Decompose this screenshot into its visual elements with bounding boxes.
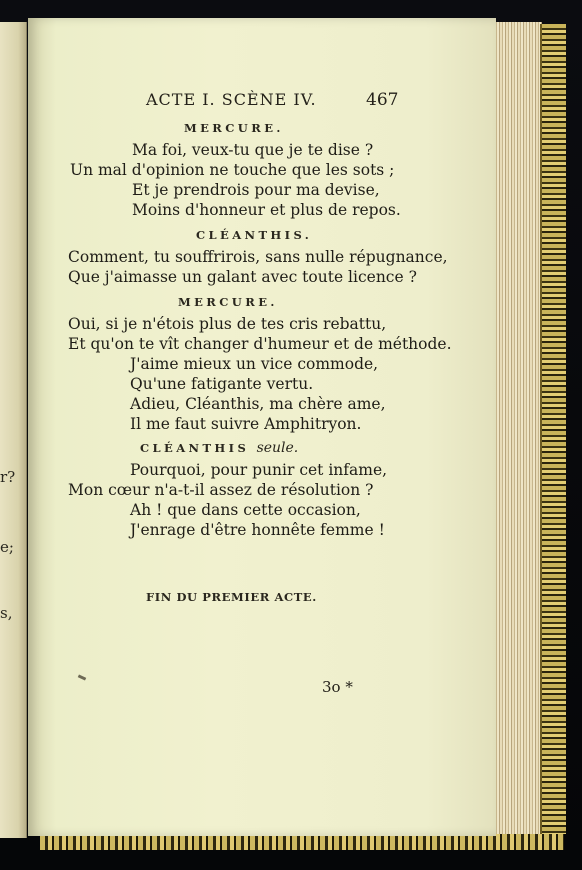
verse-line: Que j'aimasse un galant avec toute licence ? (68, 268, 417, 286)
stage-direction: seule. (256, 440, 299, 456)
verse-line: Qu'une fatigante vertu. (130, 375, 314, 393)
verse-line: Un mal d'opinion ne touche que les sots ; (70, 161, 395, 179)
gilt-bottom-edge (40, 834, 564, 850)
verse-line: Pourquoi, pour punir cet infame, (130, 461, 388, 479)
page-block-edges (494, 22, 542, 834)
signature-mark: 3o * (322, 678, 353, 696)
verse-line: J'enrage d'être honnête femme ! (130, 521, 385, 539)
page-number: 467 (366, 90, 399, 110)
left-page-edge (0, 22, 27, 838)
gilt-spine-edge (540, 24, 566, 834)
verse-line: J'aime mieux un vice commode, (130, 355, 379, 373)
end-of-act-note: FIN DU PREMIER ACTE. (146, 590, 317, 604)
verse-line: Mon cœur n'a-t-il assez de résolution ? (68, 481, 374, 499)
verse-line: Il me faut suivre Amphitryon. (130, 415, 362, 433)
verse-line: Comment, tu souffrirois, sans nulle répugnance, (68, 248, 448, 266)
verse-line: Moins d'honneur et plus de repos. (132, 201, 401, 219)
speaker-name: MERCURE. (178, 295, 278, 309)
speaker-name (140, 440, 298, 456)
book-page (28, 18, 496, 836)
ink-speck-mark (78, 674, 87, 680)
verse-line: Et qu'on te vît changer d'humeur et de méthode. (68, 335, 452, 353)
verse-line: Adieu, Cléanthis, ma chère ame, (130, 395, 386, 413)
verse-line: Oui, si je n'étois plus de tes cris rebattu, (68, 315, 387, 333)
verse-line: Ah ! que dans cette occasion, (130, 501, 361, 519)
speaker-name-text: CLÉANTHIS (140, 441, 250, 455)
speaker-name: CLÉANTHIS. (196, 228, 313, 242)
verse-line: Ma foi, veux-tu que je te dise ? (132, 141, 374, 159)
left-page-fragment: e; (0, 538, 14, 556)
left-page-fragment: s, (0, 604, 13, 622)
speaker-name: MERCURE. (184, 121, 284, 135)
running-title: ACTE I. SCÈNE IV. (146, 90, 317, 109)
verse-line: Et je prendrois pour ma devise, (132, 181, 380, 199)
left-page-fragment: r? (0, 468, 16, 486)
